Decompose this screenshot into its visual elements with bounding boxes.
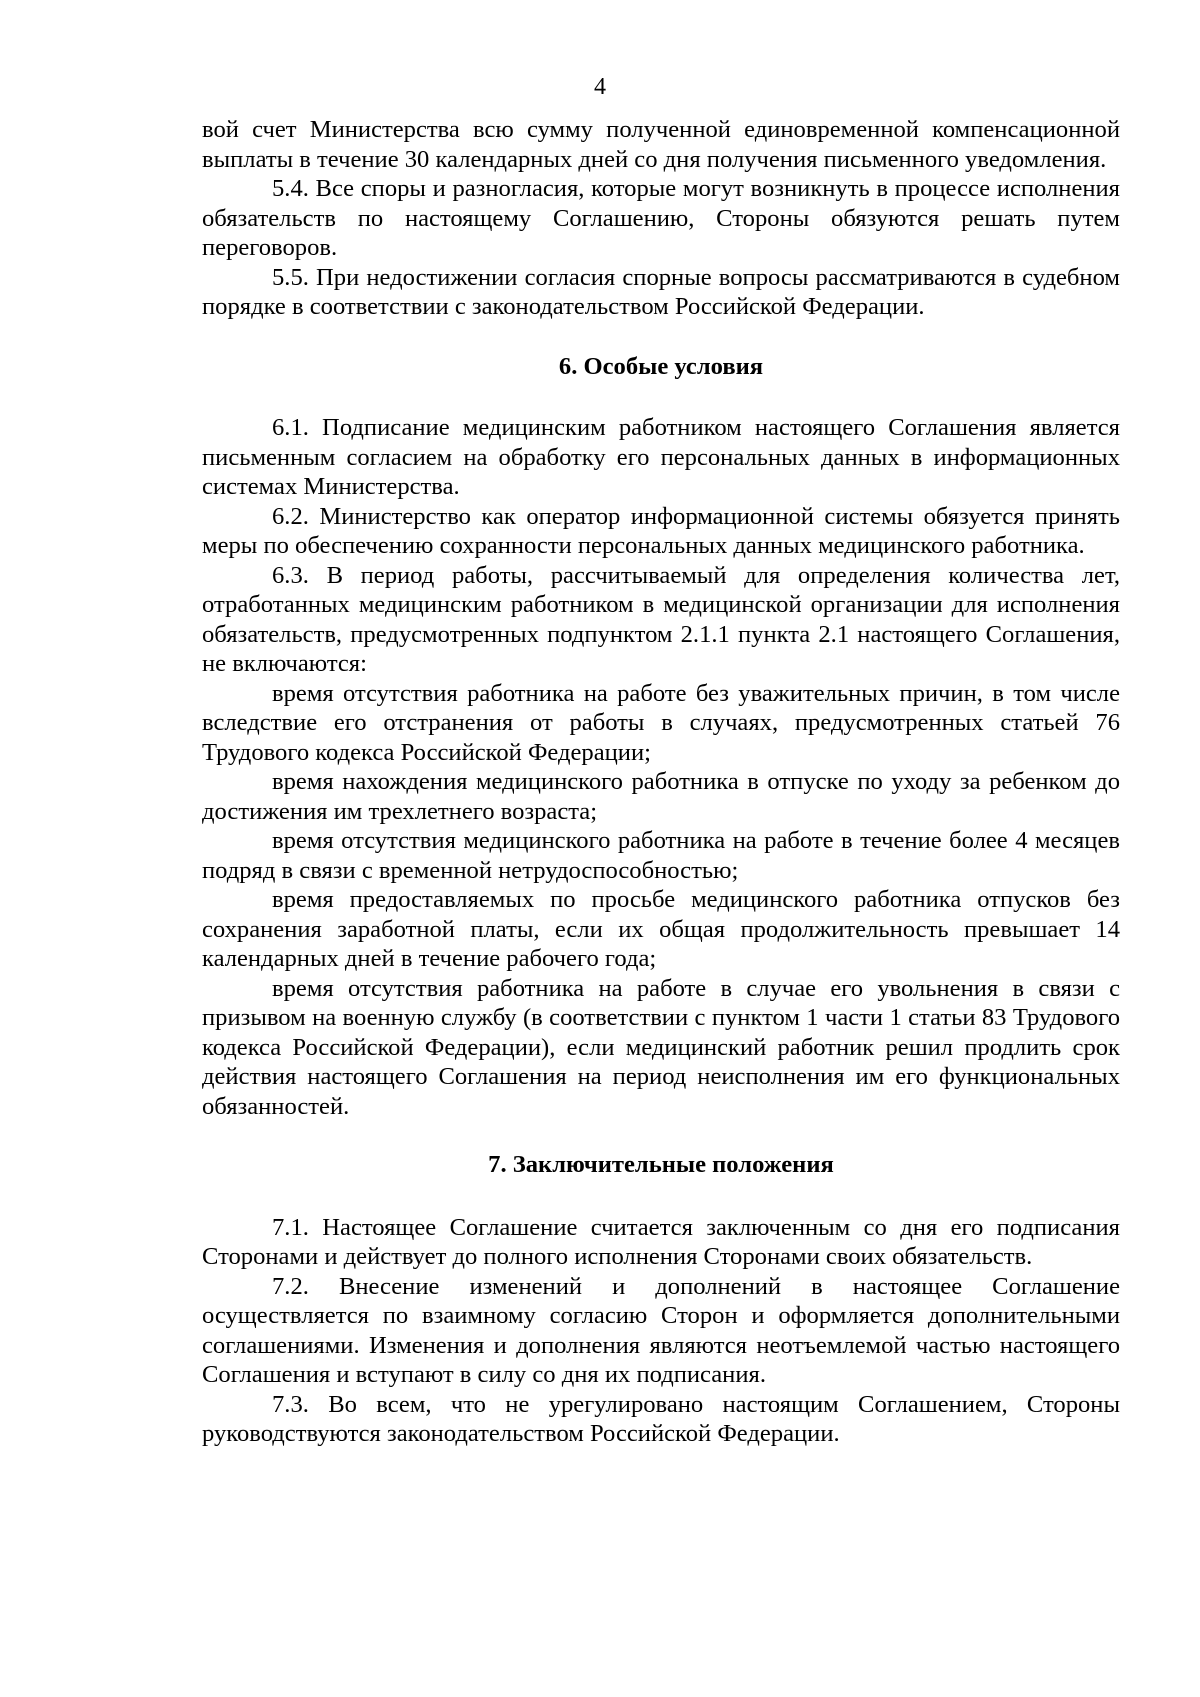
paragraph-6-3: 6.3. В период работы, рассчитываемый для определения количества лет, отработанных медицинским работником в медицинской организации для исполнения обязательств, предусмотренных подпунктом 2.1.1 пункта 2.1 настоящего Соглашения, не включаются:: [202, 561, 1120, 677]
paragraph-continuation: вой счет Министерства всю сумму полученной единовременной компенсационной выплаты в течение 30 календарных дней со дня получения письменного уведомления.: [202, 116, 1120, 173]
list-item-unpaid-leave: время предоставляемых по просьбе медицинского работника отпусков без сохранения заработной платы, если их общая продолжительность превышает 14 календарных дней в течение рабочего года;: [202, 886, 1120, 972]
list-item-absence-without-reason: время отсутствия работника на работе без уважительных причин, в том числе вследствие его отстранения от работы в случаях, предусмотренных статьей 76 Трудового кодекса Российской Федерации;: [202, 679, 1120, 766]
paragraph-6-1: 6.1. Подписание медицинским работником настоящего Соглашения является письменным согласием на обработку его персональных данных в информационных системах Министерства.: [202, 414, 1120, 500]
document-body: [202, 115, 1120, 1449]
paragraph-6-2: 6.2. Министерство как оператор информационной системы обязуется принять меры по обеспечению сохранности персональных данных медицинского работника.: [202, 502, 1120, 559]
paragraph-5-4: 5.4. Все споры и разногласия, которые могут возникнуть в процессе исполнения обязательств по настоящему Соглашению, Стороны обязуются решать путем переговоров.: [202, 175, 1120, 261]
paragraph-7-2: 7.2. Внесение изменений и дополнений в настоящее Соглашение осуществляется по взаимному согласию Сторон и оформляется дополнительными соглашениями. Изменения и дополнения являются неотъемлемой частью настоящего Соглашения и вступают в силу со дня их подписания.: [202, 1272, 1120, 1388]
paragraph-5-5: 5.5. При недостижении согласия спорные вопросы рассматриваются в судебном порядке в соответствии с законодательством Российской Федерации.: [202, 263, 1120, 320]
list-item-disability: время отсутствия медицинского работника на работе в течение более 4 месяцев подряд в связи с временной нетрудоспособностью;: [202, 827, 1120, 884]
list-item-parental-leave: время нахождения медицинского работника в отпуске по уходу за ребенком до достижения им трехлетнего возраста;: [202, 768, 1120, 825]
paragraph-7-1: 7.1. Настоящее Соглашение считается заключенным со дня его подписания Сторонами и действует до полного исполнения Сторонами своих обязательств.: [202, 1213, 1120, 1270]
paragraph-7-3: 7.3. Во всем, что не урегулировано настоящим Соглашением, Стороны руководствуются законодательством Российской Федерации.: [202, 1390, 1120, 1447]
page-number: 4: [594, 74, 606, 100]
section-6-heading: 6. Особые условия: [558, 352, 764, 380]
section-7-heading: 7. Заключительные положения: [488, 1151, 834, 1178]
list-item-military-service: время отсутствия работника на работе в случае его увольнения в связи с призывом на военную службу (в соответствии с пунктом 1 части 1 статьи 83 Трудового кодекса Российской Федерации), если медицинский работник решил продлить срок действия настоящего Соглашения на период неисполнения им его функциональных обязанностей.: [202, 974, 1120, 1120]
